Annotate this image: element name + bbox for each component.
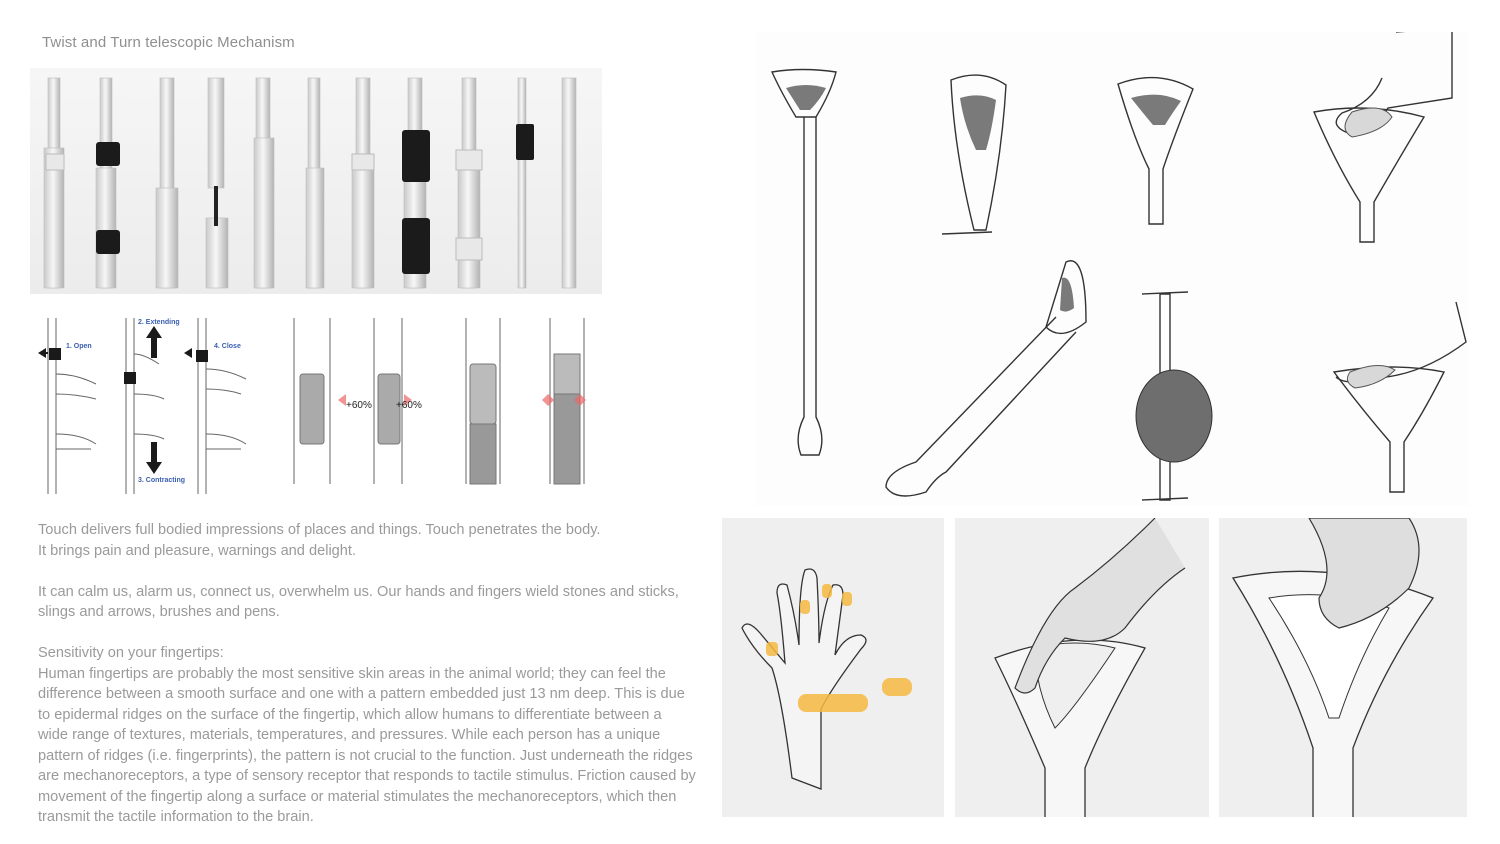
handle-sketches bbox=[756, 32, 1468, 506]
step-extending-label: 2. Extending bbox=[138, 319, 180, 326]
rotation-label-left: +60% bbox=[346, 400, 372, 411]
step-contracting-label: 3. Contracting bbox=[138, 477, 186, 484]
step-open-label: 1. Open bbox=[66, 343, 92, 350]
page-title: Twist and Turn telescopic Mechanism bbox=[42, 34, 295, 51]
paragraph-3: Sensitivity on your fingertips: Human fingertips are probably the most sensitive skin areas in the animal world; they can feel the difference between a smooth surface and one with a pattern embedded just 13 nm deep. This is due to epidermal ridges on the surface of the fingertip, which allow humans to differentiate between a wide range of textures, materials, temperatures, and pressures. While each person has a unique pattern of ridges (i.e. fingerprints), the pattern is not crucial to the function. Just underneath the ridges are mechanoreceptors, a type of sensory receptor that responds to tactile stimulus. Friction caused by movement of the fingertip along a surface or material stimulates the mechanoreceptors, which then transmit the tactile information to the brain. bbox=[38, 645, 696, 825]
rotation-label-right: +60% bbox=[396, 400, 422, 411]
body-text bbox=[38, 520, 728, 828]
telescopic-poles-photo bbox=[30, 68, 602, 294]
step-close-label: 4. Close bbox=[214, 343, 241, 350]
palm-highlight-photo bbox=[722, 518, 944, 817]
grip-hand-photo-2 bbox=[1219, 518, 1467, 817]
paragraph-1: Touch delivers full bodied impressions of places and things. Touch penetrates the body. It brings pain and pleasure, warnings and delight. bbox=[38, 522, 601, 559]
section-heading: Sensitivity on your fingertips: bbox=[38, 645, 224, 661]
mechanism-steps-diagram bbox=[38, 314, 588, 500]
paragraph-2: It can calm us, alarm us, connect us, overwhelm us. Our hands and fingers wield stones and sticks, slings and arrows, brushes and pens. bbox=[38, 583, 679, 620]
grip-hand-photo-1 bbox=[955, 518, 1209, 817]
